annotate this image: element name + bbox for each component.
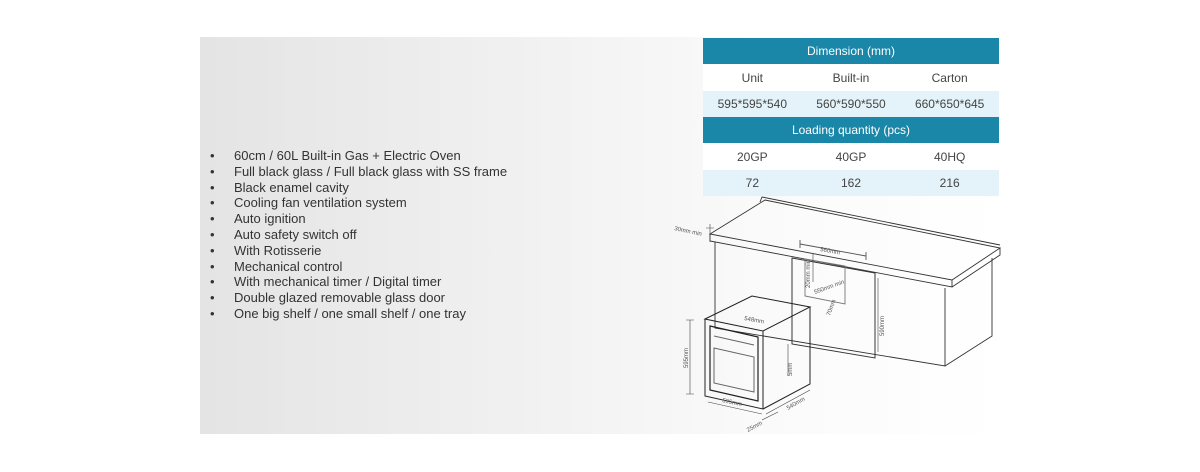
- loading-label: 40HQ: [900, 143, 999, 170]
- bullet: •: [210, 163, 215, 179]
- bullet: •: [210, 305, 215, 321]
- feature-text: Cooling fan ventilation system: [234, 195, 407, 211]
- feature-text: Black enamel cavity: [234, 179, 349, 195]
- bullet: •: [210, 258, 215, 274]
- loading-value: 162: [802, 170, 901, 196]
- feature-list: [210, 148, 507, 322]
- dim-label: 550mm min: [813, 279, 846, 296]
- bullet: •: [210, 242, 215, 258]
- feature-text: Auto safety switch off: [234, 226, 357, 242]
- feature-text: With mechanical timer / Digital timer: [234, 274, 442, 290]
- loading-label-row: [703, 143, 999, 170]
- loading-title: Loading quantity (pcs): [703, 117, 999, 143]
- loading-value-row: [703, 170, 999, 196]
- loading-label: 40GP: [802, 143, 901, 170]
- loading-value: 216: [900, 170, 999, 196]
- feature-item: [210, 243, 507, 259]
- bullet: •: [210, 290, 215, 306]
- feature-item: [210, 259, 507, 275]
- installation-diagram: [670, 196, 1010, 440]
- dimension-value-row: [703, 91, 999, 117]
- feature-item: [210, 306, 507, 322]
- feature-item: [210, 164, 507, 180]
- bullet: •: [210, 179, 215, 195]
- feature-item: [210, 148, 507, 164]
- dim-label: 5mm: [788, 362, 794, 376]
- feature-text: Double glazed removable glass door: [234, 290, 446, 306]
- feature-text: Mechanical control: [234, 258, 343, 274]
- bullet: •: [210, 148, 215, 163]
- dim-label: 590mm: [880, 315, 886, 336]
- dimension-value: 595*595*540: [703, 91, 802, 117]
- dimension-value: 560*590*550: [802, 91, 901, 117]
- dim-label: 70mm: [826, 298, 838, 317]
- dim-label: 20mm min: [806, 259, 812, 288]
- dimension-header-row: [703, 38, 999, 64]
- feature-item: [210, 195, 507, 211]
- dim-label: 548mm: [743, 316, 765, 326]
- feature-text: With Rotisserie: [234, 242, 322, 258]
- loading-header-row: [703, 117, 999, 143]
- bullet: •: [210, 226, 215, 242]
- dimension-label: Built-in: [802, 64, 901, 91]
- feature-text: 60cm / 60L Built-in Gas + Electric Oven: [234, 148, 461, 163]
- bullet: •: [210, 274, 215, 290]
- dimension-value: 660*650*645: [900, 91, 999, 117]
- bullet: •: [210, 211, 215, 227]
- dim-label: 25mm: [746, 420, 764, 434]
- feature-item: [210, 211, 507, 227]
- dim-label: 595mm: [721, 398, 743, 409]
- feature-item: [210, 290, 507, 306]
- spec-table: [703, 38, 999, 196]
- feature-item: [210, 274, 507, 290]
- dimension-label: Unit: [703, 64, 802, 91]
- dim-label: 30mm min: [673, 226, 703, 238]
- dim-label: 595mm: [684, 347, 690, 368]
- dim-label: 540mm: [786, 396, 807, 412]
- loading-label: 20GP: [703, 143, 802, 170]
- dimension-label: Carton: [900, 64, 999, 91]
- feature-text: Auto ignition: [234, 211, 306, 227]
- bullet: •: [210, 195, 215, 211]
- feature-item: [210, 227, 507, 243]
- dim-label: 560mm: [819, 247, 841, 257]
- dimension-label-row: [703, 64, 999, 91]
- feature-text: One big shelf / one small shelf / one tray: [234, 305, 466, 321]
- loading-value: 72: [703, 170, 802, 196]
- dimension-title: Dimension (mm): [703, 38, 999, 64]
- feature-item: [210, 180, 507, 196]
- feature-text: Full black glass / Full black glass with SS frame: [234, 163, 508, 179]
